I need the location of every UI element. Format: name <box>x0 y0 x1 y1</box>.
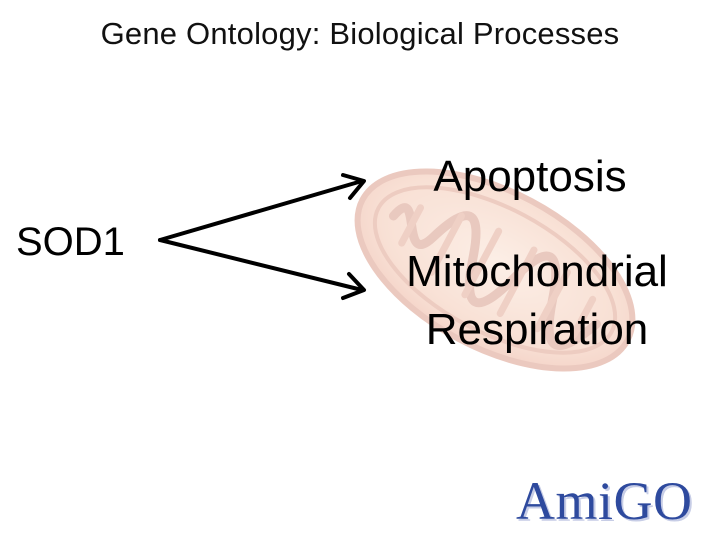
arrow-to-apoptosis <box>160 181 362 240</box>
amigo-logo: AmiGO <box>516 471 693 531</box>
gene-label: SOD1 <box>16 220 125 264</box>
term-mitochondrial-respiration: Mitochondrial Respiration <box>406 247 668 354</box>
slide-title: Gene Ontology: Biological Processes <box>100 16 620 51</box>
arrow-to-mitochondrial-respiration <box>160 240 362 290</box>
term-apoptosis: Apoptosis <box>433 152 627 201</box>
